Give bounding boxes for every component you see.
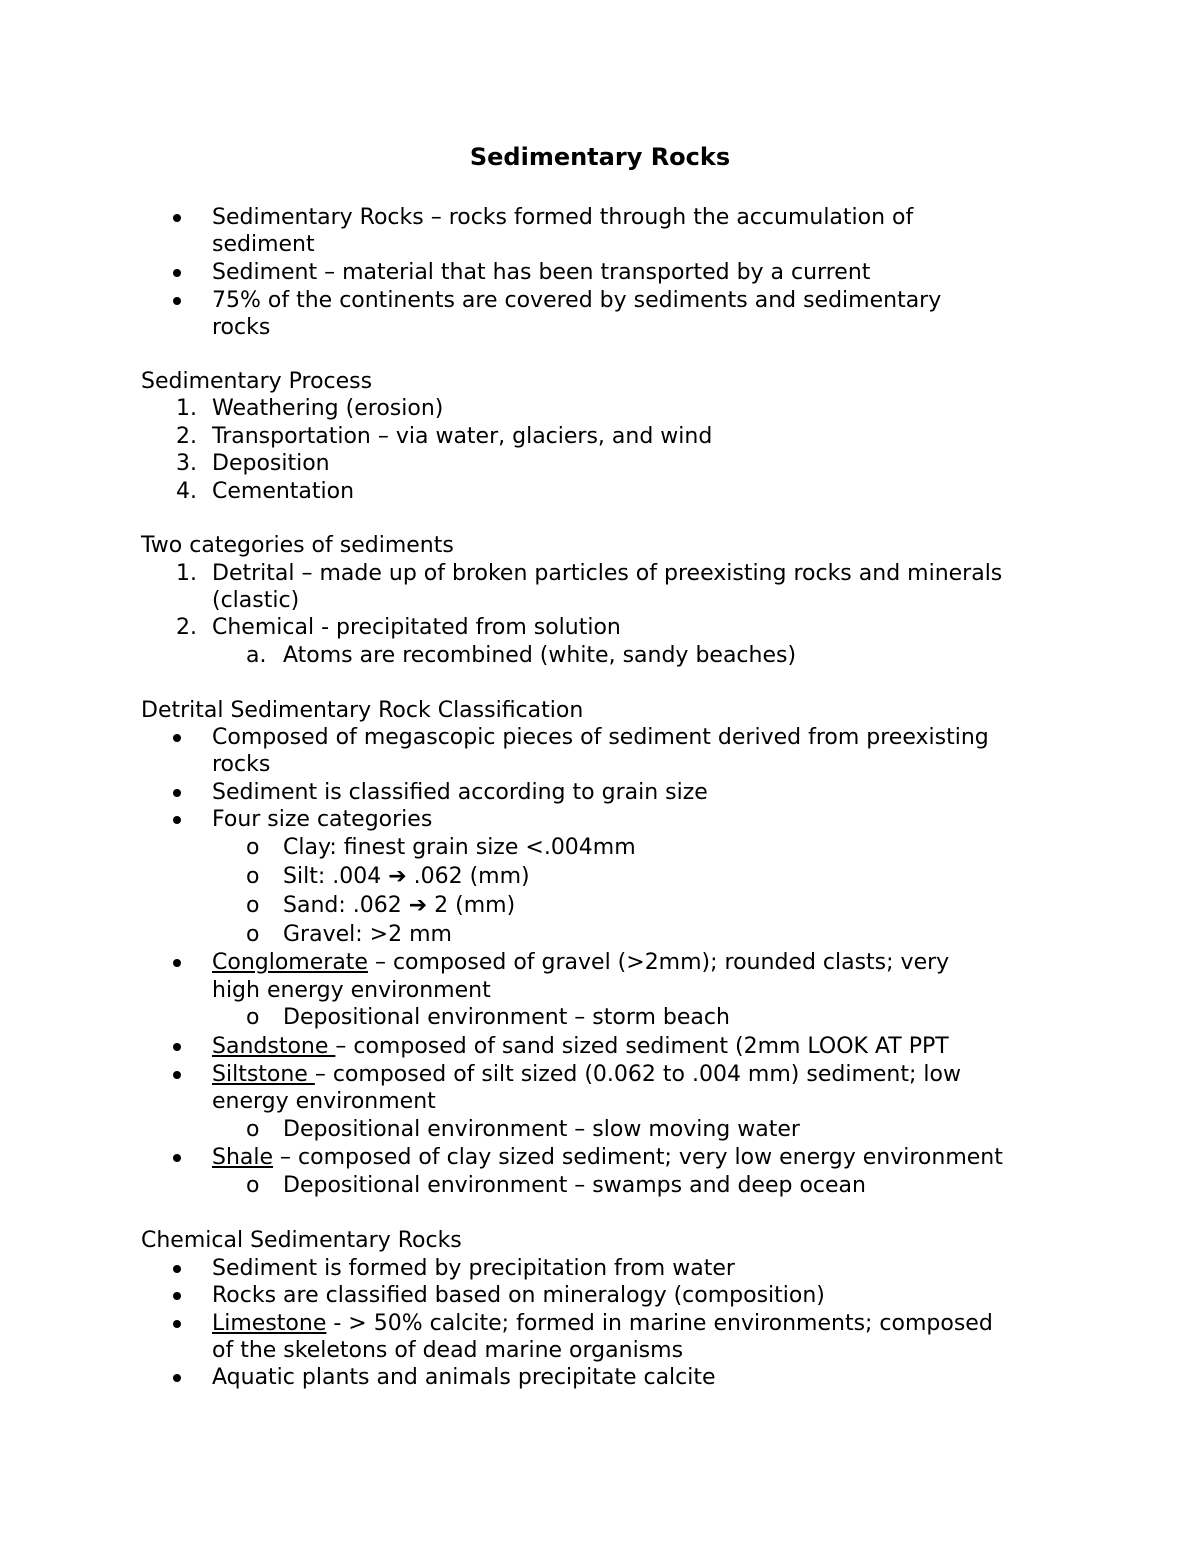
sandstone-description: – composed of sand sized sediment (2mm LOOK AT PPT <box>335 1034 949 1059</box>
category-item-1-line-1: Detrital – made up of broken particles of preexisting rocks and minerals <box>212 561 1003 586</box>
limestone-line-1 <box>212 1310 993 1338</box>
section-heading-process: Sedimentary Process <box>141 369 373 394</box>
bullet-icon <box>173 789 181 797</box>
page-title: Sedimentary Rocks <box>469 143 731 171</box>
open-bullet-icon: o <box>246 893 260 918</box>
section-heading-categories: Two categories of sediments <box>141 533 454 558</box>
intro-item-1-line-2: sediment <box>212 232 315 257</box>
siltstone-line-1 <box>212 1061 961 1089</box>
term-limestone: Limestone <box>212 1311 327 1336</box>
bullet-icon <box>173 214 181 222</box>
bullet-icon <box>173 1292 181 1300</box>
process-item-4: Cementation <box>212 479 355 504</box>
conglomerate-line-2: high energy environment <box>212 978 491 1003</box>
bullet-icon <box>173 297 181 305</box>
chemical-bullet-4: Aquatic plants and animals precipitate calcite <box>212 1365 716 1390</box>
list-number: 1. <box>176 561 197 586</box>
bullet-icon <box>173 959 181 967</box>
term-siltstone: Siltstone <box>212 1062 315 1087</box>
sandstone-line <box>212 1033 949 1061</box>
intro-item-1-line-1: Sedimentary Rocks – rocks formed through the accumulation of <box>212 205 914 230</box>
size-item-silt: Silt: .004 ➔ .062 (mm) <box>283 864 530 889</box>
limestone-description: - > 50% calcite; formed in marine environments; composed <box>326 1311 993 1336</box>
limestone-line-2: of the skeletons of dead marine organisms <box>212 1338 684 1363</box>
process-item-3: Deposition <box>212 451 330 476</box>
term-sandstone: Sandstone <box>212 1034 336 1059</box>
shale-description: – composed of clay sized sediment; very low energy environment <box>273 1145 1003 1170</box>
chemical-bullet-1: Sediment is formed by precipitation from water <box>212 1256 735 1281</box>
list-number: 3. <box>176 451 197 476</box>
process-item-2: Transportation – via water, glaciers, and wind <box>212 424 713 449</box>
term-conglomerate: Conglomerate <box>212 950 368 975</box>
process-item-1: Weathering (erosion) <box>212 396 444 421</box>
detrital-bullet-1-line-1: Composed of megascopic pieces of sediment derived from preexisting <box>212 725 989 750</box>
siltstone-line-2: energy environment <box>212 1089 436 1114</box>
section-heading-detrital: Detrital Sedimentary Rock Classification <box>141 698 584 723</box>
conglomerate-environment: Depositional environment – storm beach <box>283 1005 730 1030</box>
open-bullet-icon: o <box>246 864 260 889</box>
bullet-icon <box>173 816 181 824</box>
bullet-icon <box>173 269 181 277</box>
category-subitem-a: Atoms are recombined (white, sandy beaches) <box>283 643 797 668</box>
bullet-icon <box>173 1154 181 1162</box>
list-number: 2. <box>176 615 197 640</box>
list-number: 1. <box>176 396 197 421</box>
bullet-icon <box>173 1043 181 1051</box>
open-bullet-icon: o <box>246 1117 260 1142</box>
section-heading-chemical: Chemical Sedimentary Rocks <box>141 1228 462 1253</box>
open-bullet-icon: o <box>246 1173 260 1198</box>
list-number: 2. <box>176 424 197 449</box>
open-bullet-icon: o <box>246 922 260 947</box>
siltstone-description: – composed of silt sized (0.062 to .004 mm) sediment; low <box>314 1062 961 1087</box>
bullet-icon <box>173 734 181 742</box>
bullet-icon <box>173 1071 181 1079</box>
category-item-1-line-2: (clastic) <box>212 588 300 613</box>
list-letter: a. <box>246 643 267 668</box>
detrital-bullet-2: Sediment is classified according to grain size <box>212 780 708 805</box>
size-item-clay: Clay: finest grain size <.004mm <box>283 835 636 860</box>
term-shale: Shale <box>212 1145 274 1170</box>
bullet-icon <box>173 1374 181 1382</box>
intro-item-3-line-2: rocks <box>212 315 271 340</box>
detrital-bullet-3: Four size categories <box>212 807 433 832</box>
shale-environment: Depositional environment – swamps and deep ocean <box>283 1173 866 1198</box>
conglomerate-line-1 <box>212 949 949 977</box>
shale-line <box>212 1144 1003 1172</box>
bullet-icon <box>173 1265 181 1273</box>
intro-item-2: Sediment – material that has been transported by a current <box>212 260 871 285</box>
chemical-bullet-2: Rocks are classified based on mineralogy (composition) <box>212 1283 825 1308</box>
siltstone-environment: Depositional environment – slow moving water <box>283 1117 800 1142</box>
category-item-2: Chemical - precipitated from solution <box>212 615 621 640</box>
list-number: 4. <box>176 479 197 504</box>
size-item-sand: Sand: .062 ➔ 2 (mm) <box>283 893 516 918</box>
intro-item-3-line-1: 75% of the continents are covered by sediments and sedimentary <box>212 288 942 313</box>
detrital-bullet-1-line-2: rocks <box>212 752 271 777</box>
bullet-icon <box>173 1320 181 1328</box>
conglomerate-description: – composed of gravel (>2mm); rounded clasts; very <box>367 950 950 975</box>
open-bullet-icon: o <box>246 835 260 860</box>
open-bullet-icon: o <box>246 1005 260 1030</box>
size-item-gravel: Gravel: >2 mm <box>283 922 452 947</box>
